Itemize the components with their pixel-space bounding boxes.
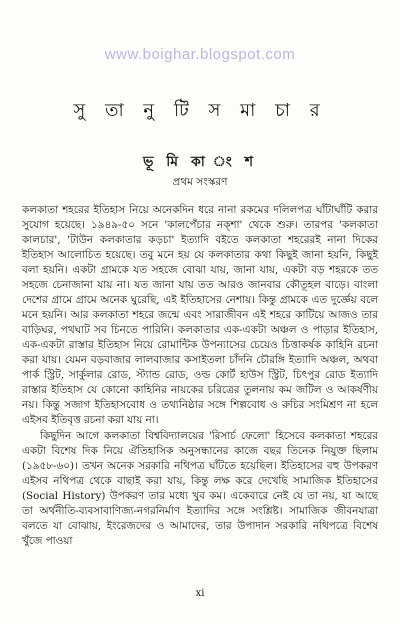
watermark-text: www.boighar.blogspot.com xyxy=(104,46,296,63)
section-heading: ভূ মি কা ং শ xyxy=(143,154,257,170)
page-number: xi xyxy=(195,588,205,599)
book-title: সু তা নু টি স মা চা র xyxy=(73,100,327,121)
paragraph-1: কলকাতা শহরের ইতিহাস নিয়ে অনেকদিন ধরে নানা রকমের দলিলপত্র ঘাঁটাঘাঁটি করার সুযোগ হয়েছে। ১৯৪৯-৫০ সনে 'কালপেঁচার নক্শা' থেকে শুরু। তারপর 'কলকাতা কালচার', 'টাউন কলকাতার কড়চা' ইত্যাদি বইতে কলকাতা শহরেরই নানা দিকের ইতিহাস আলোচিত হয়েছে। তবু মনে হয় যে কলকাতার কথা কিছুই জানা হয়নি, কিছুই বলা হয়নি। একটা গ্রামকে যত সহজে বোঝা যায়, জানা যায়, একটা বড় শহরকে তত সহজে চেনাজানা যায় না। যত জানা যায় তত আরও জানবার কৌতূহল বাড়ে। বাংলা দেশের গ্রামে গ্রামে অনেক ঘুরেছি, এই ইতিহাসের নেশায়। কিন্তু গ্রামকে এত দুর্জ্ঞেয় বলে মনে হয়নি। আর কলকাতা শহরে জন্মে এবং সারাজীবন এই শহরে কাটিয়ে আজও তার বাড়িঘর, পথঘাট সব চিনতে পারিনি। কলকাতার এক-একটা অঞ্চল ও পাড়ার ইতিহাস, এক-একটা রাস্তার ইতিহাস নিয়ে রোমান্টিক উপন্যাসের চেয়েও চিত্তাকর্ষক কাহিনি রচনা করা যায়। যেমন বড়বাজার লালবাজার কসাইতলা চাঁদনি চৌরঙ্গি ইত্যাদি অঞ্চল, অথবা পার্ক স্ট্রিট, সার্কুলার রোড, স্ট্যান্ড রোড, ওল্ড কোর্ট হাউস স্ট্রিট, চিৎপুর রোড ইত্যাদি রাস্তার ইতিহাস যে কোনো কাহিনির নায়কের চরিত্রের তুলনায় কম জটিল ও আকর্ষণীয় নয়। কিন্তু সজাগ ইতিহাসবোধ ও তথ্যনিষ্ঠার সঙ্গে শিল্পবোধ ও রুচির সংমিশ্রণ না হলে এইসব ইতিবৃত্ত রচনা করা যায় না। xyxy=(22,204,378,426)
paragraph-2: কিছুদিন আগে কলকাতা বিশ্ববিদ্যালয়ের 'রিসার্চ ফেলো' হিসেবে কলকাতা শহরের একটা বিশেষ দিক নিয়ে ঐতিহাসিক অনুসন্ধানের কাজে বছর তিনেক নিযুক্ত ছিলাম (১৯৫৮-৬০)। তখন অনেক সরকারি নথিপত্র ঘাঁটতে হয়েছিল। ইতিহাসের বহু উপকরণ এইসব নথিপত্র থেকে বাছাই করা যায়, কিন্তু লক্ষ করে দেখেছি সামাজিক ইতিহাসের (Social History) উপকরণ তার মধ্যে খুব কম। একেবারে নেই যে তা নয়, যা আছে তা অর্থনীতি-ব্যবসাবাণিজ্য-নগরনির্মাণ ইত্যাদির সঙ্গে সংশ্লিষ্ট। সামাজিক জীবনযাত্রা বলতে যা বোঝায়, ইংরেজদের ও আমাদের, তার উপাদান সরকারি নথিপত্রে বিশেষ খুঁজে পাওয়া xyxy=(22,430,378,547)
edition-label: প্রথম সংস্করণ xyxy=(172,176,228,188)
body-text xyxy=(22,203,378,549)
